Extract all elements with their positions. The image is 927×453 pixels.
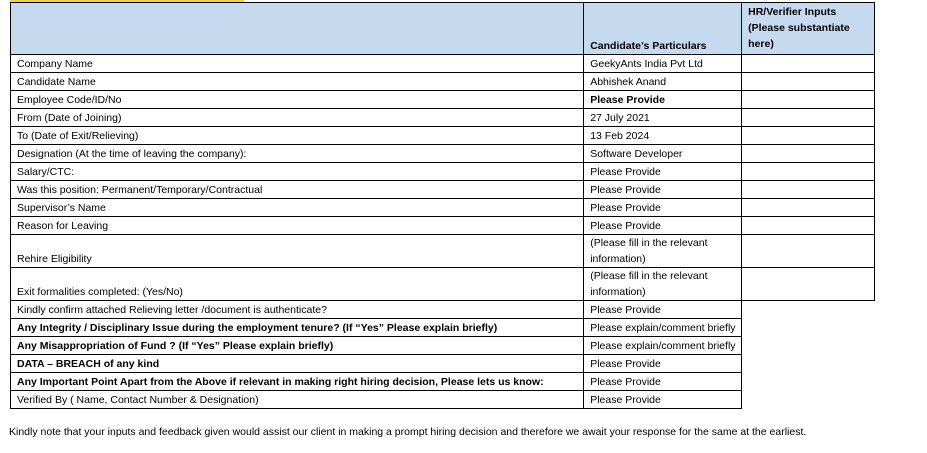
table-row bbox=[11, 235, 875, 268]
row-label: Exit formalities completed: (Yes/No) bbox=[11, 268, 584, 301]
row-label: Verified By ( Name, Contact Number & Designation) bbox=[11, 391, 584, 409]
table-row bbox=[11, 73, 875, 91]
table-row bbox=[11, 355, 875, 373]
row-verifier-input[interactable] bbox=[742, 337, 875, 355]
table-row bbox=[11, 337, 875, 355]
row-value[interactable]: 13 Feb 2024 bbox=[584, 127, 742, 145]
row-value[interactable]: Software Developer bbox=[584, 145, 742, 163]
row-value[interactable]: Please Provide bbox=[584, 217, 742, 235]
table-header-row bbox=[11, 3, 875, 55]
row-verifier-input[interactable] bbox=[742, 91, 875, 109]
row-verifier-input[interactable] bbox=[742, 145, 875, 163]
row-value[interactable]: Please explain/comment briefly bbox=[584, 319, 742, 337]
row-value[interactable]: Please Provide bbox=[584, 373, 742, 391]
row-verifier-input[interactable] bbox=[742, 319, 875, 337]
table-row bbox=[11, 145, 875, 163]
row-label: Salary/CTC: bbox=[11, 163, 584, 181]
row-value[interactable]: (Please fill in the relevant information) bbox=[584, 268, 742, 301]
table-row bbox=[11, 91, 875, 109]
row-label: Any Important Point Apart from the Above if relevant in making right hiring decision, Please lets us know: bbox=[11, 373, 584, 391]
row-label: Supervisor’s Name bbox=[11, 199, 584, 217]
row-value[interactable]: Please explain/comment briefly bbox=[584, 337, 742, 355]
row-verifier-input[interactable] bbox=[742, 199, 875, 217]
row-label: To (Date of Exit/Relieving) bbox=[11, 127, 584, 145]
table-row bbox=[11, 127, 875, 145]
row-label: DATA – BREACH of any kind bbox=[11, 355, 584, 373]
row-verifier-input[interactable] bbox=[742, 181, 875, 199]
row-verifier-input[interactable] bbox=[742, 391, 875, 409]
header-hr-verifier-inputs: HR/Verifier Inputs (Please substantiate here) bbox=[742, 3, 875, 55]
row-value[interactable]: Please Provide bbox=[584, 199, 742, 217]
row-verifier-input[interactable] bbox=[742, 373, 875, 391]
row-verifier-input[interactable] bbox=[742, 55, 875, 73]
row-value[interactable]: 27 July 2021 bbox=[584, 109, 742, 127]
table-row bbox=[11, 181, 875, 199]
row-verifier-input[interactable] bbox=[742, 268, 875, 301]
row-value[interactable]: Please Provide bbox=[584, 181, 742, 199]
table-row bbox=[11, 199, 875, 217]
row-label: Company Name bbox=[11, 55, 584, 73]
row-label: Reason for Leaving bbox=[11, 217, 584, 235]
table-row bbox=[11, 268, 875, 301]
row-label: Designation (At the time of leaving the company): bbox=[11, 145, 584, 163]
row-verifier-input[interactable] bbox=[742, 301, 875, 319]
row-label: Any Misappropriation of Fund ? (If “Yes” Please explain briefly) bbox=[11, 337, 584, 355]
row-verifier-input[interactable] bbox=[742, 163, 875, 181]
table-row bbox=[11, 319, 875, 337]
table-row bbox=[11, 217, 875, 235]
table-row bbox=[11, 109, 875, 127]
footer-note: Kindly note that your inputs and feedback given would assist our client in making a prompt hiring decision and therefore we await your response for the same at the earliest. bbox=[9, 426, 807, 438]
row-verifier-input[interactable] bbox=[742, 73, 875, 91]
row-value[interactable]: GeekyAnts India Pvt Ltd bbox=[584, 55, 742, 73]
row-label: Employee Code/ID/No bbox=[11, 91, 584, 109]
row-verifier-input[interactable] bbox=[742, 355, 875, 373]
row-label: Candidate Name bbox=[11, 73, 584, 91]
row-value[interactable]: Please Provide bbox=[584, 301, 742, 319]
row-value[interactable]: Please Provide bbox=[584, 163, 742, 181]
row-verifier-input[interactable] bbox=[742, 235, 875, 268]
header-cell-blank bbox=[11, 3, 584, 55]
header-candidate-particulars: Candidate’s Particulars bbox=[584, 3, 742, 55]
table-row bbox=[11, 163, 875, 181]
row-label: Any Integrity / Disciplinary Issue during the employment tenure? (If “Yes” Please explain briefly) bbox=[11, 319, 584, 337]
row-value[interactable]: Please Provide bbox=[584, 91, 742, 109]
row-value[interactable]: Please Provide bbox=[584, 391, 742, 409]
row-value[interactable]: Abhishek Anand bbox=[584, 73, 742, 91]
row-label: Kindly confirm attached Relieving letter /document is authenticate? bbox=[11, 301, 584, 319]
row-verifier-input[interactable] bbox=[742, 217, 875, 235]
row-label: From (Date of Joining) bbox=[11, 109, 584, 127]
table-row bbox=[11, 301, 875, 319]
row-verifier-input[interactable] bbox=[742, 127, 875, 145]
row-label: Was this position: Permanent/Temporary/Contractual bbox=[11, 181, 584, 199]
row-value[interactable]: Please Provide bbox=[584, 355, 742, 373]
table-row bbox=[11, 391, 875, 409]
verification-table bbox=[10, 2, 875, 409]
table-row bbox=[11, 373, 875, 391]
row-label: Rehire Eligibility bbox=[11, 235, 584, 268]
row-value[interactable]: (Please fill in the relevant information) bbox=[584, 235, 742, 268]
row-verifier-input[interactable] bbox=[742, 109, 875, 127]
table-row bbox=[11, 55, 875, 73]
